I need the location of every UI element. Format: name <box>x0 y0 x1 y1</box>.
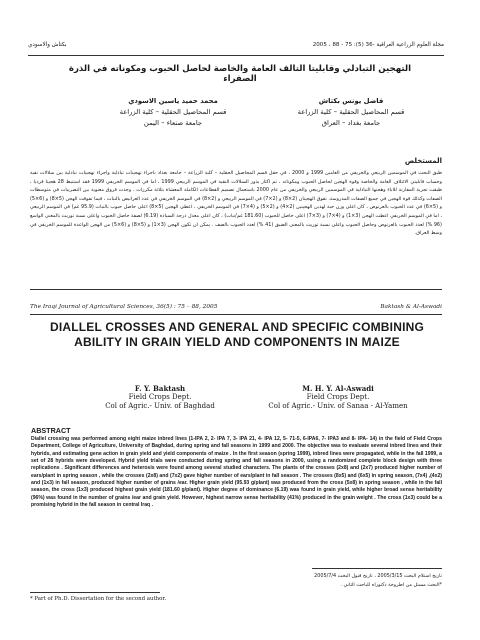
arabic-author-1 <box>266 96 436 129</box>
arabic-footnote-thesis: *البحث مستل من اطروحة دكتوراه للباحث الثاني . <box>340 582 442 588</box>
english-author-2-univ: Col of Agric.- Univ. of Sanaa - Al-Yamen <box>268 402 408 410</box>
arabic-header-authors: بكتاش والاسودي <box>28 42 67 48</box>
arabic-title: التهجين التبادلي وقابليتا التالف العامة والخاصة لحاصل الحبوب ومكوناته في الذرة الصفراء <box>68 64 412 84</box>
arabic-author-2 <box>88 96 258 129</box>
arabic-journal-citation: مجلة العلوم الزراعية العراقية -36 (5): 75 - 88 ، 2005 <box>312 42 444 48</box>
english-abstract-body: Diallel crossing was performed among eight maize inbred lines (1-IPA 2, 2- IPA 7, 3- IPA 21, 4- IPA 12, 5- 71-5, 6-IPA6, 7- IPA3 and 8- IPA- 14) in the field of Field Crops Department, College of Agriculture, University of Baghdad, during spring and fall seasons in 1999 and 2000. The objective was to evaluate several inbred lines and their hybrids, and estimating gene action in grain yield and yield components of maize . In the first season (spring 1999), inbred lines were propagated, while in the fall 1999, a set of 28 hybrids were developed. Hybrid yield trials were conducted during spring and fall seasons in 2000, using a randomized complete block design with three replications . Significant differences and heterosis were found among several studied characters. The plants of the crosses (2x8) and (2x7) produced higher number of ears/plant in spring season , while the crosses (2x8) and (7x2) gave higher number of ears/plant in fall season . The crosses (8x5) and (6x5) in spring season, (7x4) ,(4x2) and (1x3) in fall season, produced higher number of grains /ear. Higher grain yield (95.93 g/plant) was produced from the cross (5x8) in spring season , while in the fall season, the cross (1x3) produced highest grain yield (181.60 g/plant). Higher degree of dominance (6.19) was found in grain yield, while higher broad sense heritability (96%) was found in the number of grains /ear and grain yield. However, highest narrow sense heritability (41%) produced in the grain weight . The cross (1x3) could be a promising hybrid in the fall season in central Iraq . <box>31 436 442 509</box>
arabic-abstract-body: طبق البحث في الموسمين الربيعي والخريفي من العامين 1999 و 2000 ، في حقل قسم المحاصيل الحقلية – كلية الزراعة – جامعة بغداد باجراء تهجينات تبادلية واجراء تهجينات تبادلية بين سلالات نقية وحساب قابليتي الائتلاف العامة والخاصة وقوة الهجين لحاصل الحبوب ومكوناته ، تم اكثار بذور السلالات النقية في الموسم الربيعي 1999 ، اما في الموسم الخريفي 1999 فقد استنبط 28 هجينا فرديا ، طبقت تجربة المقارنة للاباء وهجنها التبادلية في الموسمين الربيعي والخريفي من عام 2000 باستعمال تصميم القطاعات الكاملة المعشاة بثلاثة مكررات . وجدت فروق معنوية بين التضريبات في متوسطات الصفات وكذلك قوة الهجين في جميع الصفات المدروسة. تفوق الهجينان (2×8) و (2×7) في الموسم الربيعي و (2×8) في الموسم الخريفي في عدد العرانيص بالنبات ، فيما تفوقت الهجن (5×8) و (6×5) و (5×6) في عدد الحبوب بالعرنوص ، كان اعلى وزن حبة لهذين الهجينين (2×4) و (2×5) و (4×7) في الموسم الخريفي ، اعطى الهجين (5×8) اعلى حاصل حبوب بالنبات (95.9 غم) في الموسم الربيعي ، اما في الموسم الخريفي اعطت الهجن (3×1) و (4×7) و (3×7) اعلى حاصل للحبوب (181.60 غم/نبات) ، كان اعلى معدل درجة السيادة (6.19) لصفة حاصل الحبوب واعلى نسبة توريث بالمعنى الواسع (96 %) لعدد الحبوب بالعرنوص وحاصل الحبوب واعلى نسبة توريث بالمعنى الضيق (41 %) لعدد الحبوب بالصف . يمكن ان تكون الهجن (3×1) و (5×8) و (6×5) من الهجن الواعدة للموسم الخريفي في وسط العراق. <box>30 170 443 237</box>
english-header-divider <box>30 314 442 315</box>
section-divider <box>30 289 442 290</box>
english-footnote: * Part of Ph.D. Dissertation for the second author. <box>30 596 167 602</box>
english-running-header <box>30 304 442 314</box>
arabic-author-1-dept: قسم المحاصيل الحقلية – كلية الزراعة <box>297 108 405 116</box>
arabic-footnotes <box>242 572 442 590</box>
arabic-author-1-univ: جامعة بغداد – العراق <box>321 119 381 127</box>
english-header-authors: Baktash & Al-Aswadi <box>380 304 442 310</box>
arabic-footnote-received: تاريخ استلام البحث 2005/3/15 ، تاريخ قبول البحث 2005/7/4 <box>314 573 442 579</box>
english-journal-citation: The Iraqi Journal of Agricultural Sciences, 36(5) : 75 – 88, 2005 <box>30 304 218 310</box>
english-author-2 <box>258 384 418 411</box>
english-footnote-divider <box>30 592 160 593</box>
arabic-abstract-heading: المستخلص <box>404 157 442 165</box>
english-author-1-name: F. Y. Baktash <box>134 384 186 393</box>
arabic-author-2-univ: جامعة صنعاء – اليمن <box>143 119 203 127</box>
arabic-running-header <box>28 42 444 54</box>
arabic-footnote-divider <box>312 568 442 569</box>
english-author-1-dept: Field Crops Dept. <box>128 393 192 401</box>
arabic-author-1-name: فاضل يونس بكتاش <box>318 97 384 105</box>
arabic-author-2-name: محمد حميد ياسين الاسودي <box>128 97 218 105</box>
english-title: DIALLEL CROSSES AND GENERAL AND SPECIFIC COMBINING ABILITY IN GRAIN YIELD AND COMPONENTS IN MAIZE <box>49 320 425 349</box>
english-author-1 <box>80 384 240 411</box>
arabic-author-2-dept: قسم المحاصيل الحقلية – كلية الزراعة <box>119 108 227 116</box>
english-author-2-dept: Field Crops Dept. <box>306 393 370 401</box>
header-divider <box>28 55 444 56</box>
english-author-1-univ: Col of Agric.- Univ. of Baghdad <box>105 402 215 410</box>
english-abstract-heading: ABSTRACT <box>31 426 71 435</box>
english-author-2-name: M. H. Y. Al-Aswadi <box>302 384 374 393</box>
